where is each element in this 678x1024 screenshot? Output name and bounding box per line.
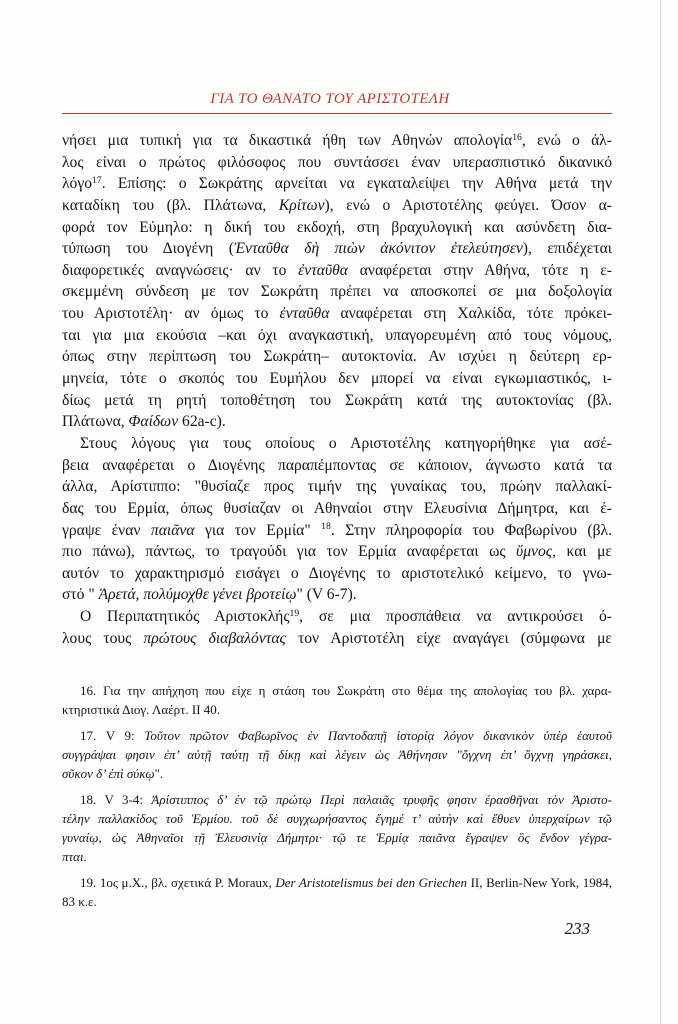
text-run: V 9: (105, 728, 145, 743)
page-number: 233 (564, 919, 590, 938)
text-run: καταδίκη του (βλ. Πλάτωνα, (62, 196, 279, 214)
text-run: Πλάτωνα, (62, 413, 129, 431)
body-line (62, 260, 612, 282)
body-line (62, 303, 612, 325)
body-line (62, 238, 612, 260)
text-run: νήσει μια τυπική για τα δικαστικά ήθη των Αθηνών απολογία (62, 132, 513, 149)
text-run: τον Αριστοτέλη είχε αναγάγει (σύμφωνα με (285, 629, 612, 647)
footnote-16 (62, 681, 612, 719)
italic-run: συγγράψαι φησιν ἐπ’ αὐτῇ ταύτῃ τῇ δίκῃ καὶ λέγειν ὡς Ἀθήνησιν "ὄγχνη ἐπ’ ὄγχνῃ γηράσκει, (62, 747, 612, 762)
body-line (62, 130, 612, 152)
text-run: , και με (552, 543, 612, 561)
text-run: όπως στην περίπτωση του Σωκράτη– αυτοκτονία. Αν ισχύει η δεύτερη ερ- (62, 348, 612, 366)
body-line (62, 368, 612, 390)
italic-run: παιᾶνα (150, 521, 195, 539)
header-rule (62, 113, 612, 114)
body-line (62, 173, 612, 195)
footnote-ref: 17 (92, 174, 102, 186)
text-run: για τον Ερμία" (194, 521, 322, 539)
text-run: αναφέρεται στην Αθήνα, τότε η ε- (348, 261, 612, 279)
text-run: βεια αναφέρεται ο Διογένης παραπέμποντας σε κάποιον, άγνωστο κατά τα (62, 456, 612, 474)
text-run: 83 κ.ε. (62, 894, 97, 909)
text-run: 62a-c). (178, 413, 226, 431)
scan-edge (660, 0, 661, 1024)
footnote-line (62, 873, 612, 892)
text-run: 1ος μ.Χ., βλ. σχετικά P. Moraux, (99, 875, 276, 890)
body-line (62, 390, 612, 412)
text-run: φορά τον Εύμηλο: η δική του εκδοχή, στη βραχυλογική και ασύνδετη δια- (62, 218, 612, 236)
footnote-line (62, 892, 612, 911)
body-line (62, 217, 612, 239)
text-run: δας του Ερμία, όπως θυσίαζαν οι Αθηναίοι στην Ελευσίνια Δήμητρα, και έ- (62, 499, 612, 517)
footnote-18 (62, 790, 612, 866)
text-run: λόγο (62, 175, 93, 193)
italic-run: ἐνταῦθα (279, 305, 330, 323)
body-line (62, 476, 612, 498)
italic-run: πρώτους διαβαλόντας (143, 629, 286, 647)
italic-run: Der Aristotelismus bei den Griechen (275, 875, 468, 890)
body-line (62, 152, 612, 174)
text-run: ται για μια εκούσια –και όχι αναγκαστική, υπαγορευμένη από τους νόμους, (62, 326, 612, 344)
italic-run: Ἀρίστιππος δ’ ἐν τῷ πρώτῳ Περὶ παλαιᾶς τρυφῆς φησιν ἐρασθῆναι τὸν Ἀριστο- (151, 792, 612, 807)
body-line (62, 584, 612, 606)
footnote-line (62, 700, 612, 719)
footnotes (62, 681, 612, 911)
text-run: τύπωση του Διογένη ( (62, 240, 234, 258)
body-line (62, 455, 612, 477)
text-run: II, Berlin-New York, 1984, (467, 875, 613, 890)
italic-run: ἐνταῦθα (298, 261, 348, 279)
text-run: " (V 6-7). (296, 586, 357, 604)
body-line (62, 498, 612, 520)
text-run: ), επιδέχεται (522, 240, 612, 258)
body-line (62, 628, 612, 650)
footnote-line (62, 764, 612, 783)
body-line (62, 520, 612, 542)
footnote-19 (62, 873, 612, 911)
text-run: . Επίσης: ο Σωκράτης αρνείται να εγκαταλείψει την Αθήνα μετά την (101, 175, 612, 193)
footnote-number: 16. (80, 683, 97, 698)
italic-run: Ἀρετά, πολύμοχθε γένει βροτείῳ (98, 586, 297, 604)
text-run: . Στην πληροφορία του Φαβωρίνου (βλ. (330, 521, 612, 539)
text-run: V 3-4: (104, 792, 152, 807)
text-run: , ενώ ο άλ- (521, 132, 612, 149)
body-line (62, 281, 612, 303)
text-run: Ο Περιπατητικός Αριστοκλής (80, 608, 290, 626)
text-run: Στους λόγους για τους οποίους ο Αριστοτέλης κατηγορήθηκε για ασέ- (80, 434, 612, 452)
italic-run: Ἐνταῦθα δὴ πιὼν ἀκόνιτον ἐτελεύτησεν (233, 240, 523, 258)
text-run: σκεμμένη σύνδεση με τον Σωκράτη πρέπει να αποσκοπεί σε μια δοξολογία (62, 283, 612, 301)
body-line (62, 541, 612, 563)
italic-run: ὕμνος (516, 543, 553, 561)
footnote-17 (62, 726, 612, 783)
italic-run: Φαίδων (128, 413, 179, 431)
footnote-line (62, 790, 612, 809)
footnote-ref: 16 (512, 131, 522, 143)
body-line (62, 346, 612, 368)
text-run: δίως μετά τη ρητή τοποθέτηση του Σωκράτη κατά της αυτοκτονίας (βλ. (62, 391, 612, 409)
footnote-ref: 18 (321, 521, 331, 533)
footnote-line (62, 828, 612, 847)
text-run: διαφορετικές αναγνώσεις· αν το (62, 261, 299, 279)
footnote-number: 17. (80, 728, 97, 743)
body-line (62, 195, 612, 217)
text-run: άλλα, Αρίστιππο: "θυσίαζε προς τιμήν της γυναίκας του, πρώην παλλακί- (62, 478, 612, 496)
italic-run: Τοῦτον πρῶτον Φαβωρῖνος ἐν Παντοδαπῇ ἱστορίᾳ λόγον δικανικὸν ὑπὲρ ἑαυτοῦ (144, 728, 613, 743)
footnote-line (62, 745, 612, 764)
text-run: ), ενώ ο Αριστοτέλης φεύγει. Όσον α- (324, 196, 612, 214)
body-line (62, 606, 612, 628)
text-run: του Αριστοτέλη· αν όμως το (62, 305, 280, 323)
italic-run: γυναίῳ, ὡς Ἀθηναῖοι τῇ Ἐλευσινίᾳ Δήμητρι· τῷ τε Ἑρμίᾳ παιᾶνα ἔγραψεν ὃς ἔνδον γέγρα- (62, 830, 612, 845)
text-run: γραψε έναν (62, 521, 151, 539)
italic-run: πται. (62, 849, 87, 864)
text-run: αναφέρεται στη Χαλκίδα, τότε πρόκει- (329, 305, 613, 323)
body-line (62, 433, 612, 455)
text-run: μηνεία, τότε ο σκοπός του Ευμήλου δεν μπορεί να είναι εγκωμιαστικός, ι- (62, 370, 612, 388)
footnote-number: 18. (80, 792, 97, 807)
italic-run: Κρίτων (278, 196, 325, 214)
text-run: πιο πάνω), πάντως, το τραγούδι για τον Ερμία αναφέρεται ως (62, 543, 517, 561)
footnote-line (62, 681, 612, 700)
body-line (62, 563, 612, 585)
running-header: ΓΙΑ ΤΟ ΘΑΝΑΤΟ ΤΟΥ ΑΡΙΣΤΟΤΕΛΗ (210, 91, 450, 107)
text-run: αυτόν το χαρακτηρισμό εισάγει ο Διογένης το αριστοτελικό κείμενο, το γνω- (62, 564, 612, 582)
italic-run: τέλην παλλακίδος τοῦ Ἑρμίου. τοῦ δὲ συγχωρήσαντος ἔγημέ τ’ αὐτὴν καὶ ἔθυεν ὑπερχαίρων τῷ (62, 811, 612, 826)
footnote-ref: 19 (289, 607, 300, 619)
footnote-line (62, 809, 612, 828)
text-run: Για την απήχηση που είχε η στάση του Σωκράτη στο θέμα της απολογίας του βλ. χαρα- (103, 683, 612, 698)
footnote-line (62, 847, 612, 866)
footnote-number: 19. (80, 875, 97, 890)
body-text (62, 130, 612, 649)
text-run: ". (154, 766, 164, 781)
body-line (62, 411, 612, 433)
text-run: κτηριστικά Διογ. Λαέρτ. II 40. (62, 702, 221, 717)
footnote-line (62, 726, 612, 745)
body-line (62, 325, 612, 347)
text-run: στό " (62, 586, 99, 604)
text-run: , σε μια προσπάθεια να αντικρούσει ό- (299, 608, 613, 626)
text-run: λος είναι ο πρώτος φιλόσοφος που συντάσσει έναν υπερασπιστικό δικανικό (62, 153, 612, 171)
italic-run: σῦκον δ’ ἐπὶ σύκῳ (62, 766, 155, 781)
text-run: λους τους (62, 629, 144, 647)
